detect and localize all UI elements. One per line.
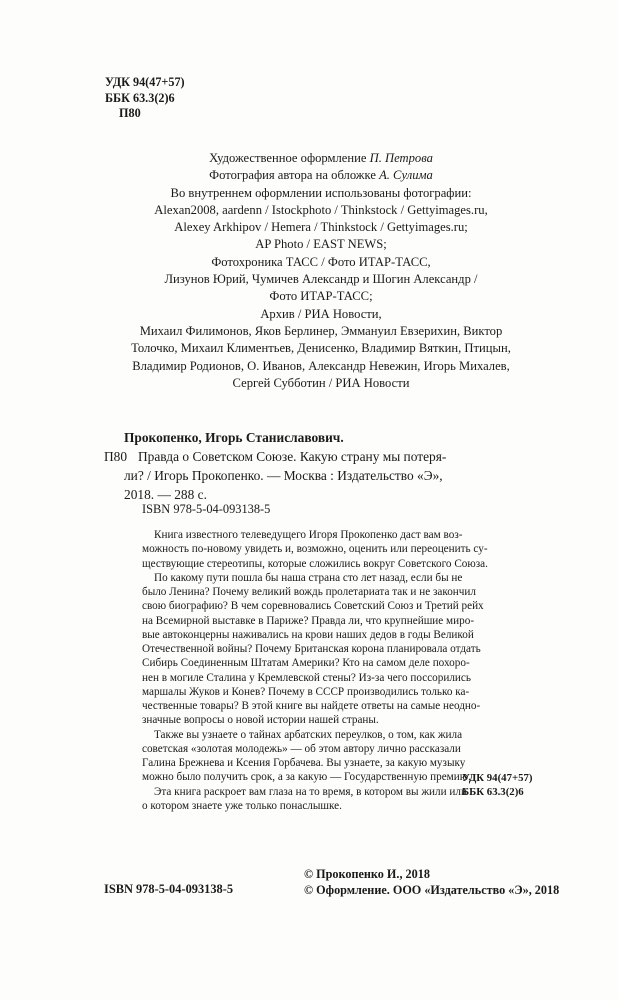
annotation-line: чественные товары? В этой книге вы найдете ответы на самые неодно- [142,700,481,712]
credit-line: AP Photo / EAST NEWS; [255,237,387,252]
annotation-line: на Всемирной выставке в Париже? Правда ли, что крупнейшие миро- [142,614,475,627]
footer-udk: УДК 94(47+57) [462,772,533,784]
bibliography-author: Прокопенко, Игорь Станиславович. [124,430,344,445]
annotation-line: Галина Брежнева и Ксения Горбачева. Вы узнаете, за какую музыку [142,757,466,769]
udk-bbk-footer [462,772,533,799]
bibliography-isbn: ISBN 978-5-04-093138-5 [142,502,271,516]
annotation-line: По какому пути пошла бы наша страна сто лет назад, если бы не [154,571,463,584]
credit-line: Фотохроника ТАСС / Фото ИТАР-ТАСС, [211,254,431,269]
annotation-line: Эта книга раскроет вам глаза на то время, в котором вы жили или [154,785,467,798]
annotation-line: Книга известного телеведущего Игоря Прокопенко даст вам воз- [154,529,463,541]
credits-block [100,150,542,392]
art-credit [100,150,542,167]
credit-line: Alexey Arkhipov / Hemera / Thinkstock / Gettyimages.ru; [174,220,468,235]
bibliography-title-line: Правда о Советском Союзе. Какую страну мы потеря- [138,449,447,464]
credit-line: Во внутреннем оформлении использованы фотографии: [170,185,472,200]
credit-line: Архив / РИА Новости, [260,306,382,321]
bibliography-title-line: ли? / Игорь Прокопенко. — Москва : Издательство «Э», [124,468,443,483]
bbk-code: ББК 63.3(2)6 [105,90,175,105]
annotation-line: нен в могиле Сталина у Кремлевской стены? Из-за чего поссорились [142,671,471,684]
credit-line: Лизунов Юрий, Чумичев Александр и Шогин Александр / [164,272,478,287]
annotation-line: можность по-новому увидеть и, возможно, оценить или переоценить су- [142,543,488,556]
annotation-line: советская «золотая молодежь» — об этом автору лично рассказали [142,742,461,755]
art-credit-name: П. Петрова [369,151,433,165]
photo-credit [100,167,542,184]
annotation-line: ществующие стереотипы, которые сложились вокруг Советского Союза. [142,557,488,570]
copyright-block [304,866,559,898]
annotation-line: Также вы узнаете о тайнах арбатских переулков, о том, как жила [154,728,463,741]
footer-bbk: ББК 63.3(2)6 [462,785,524,798]
bibliography-code: П80 [104,449,128,464]
annotation-line: вые автоконцерны наживались на крови наших дедов в годы Великой [142,628,474,641]
credit-line: Владимир Родионов, О. Иванов, Александр Невежин, Игорь Михалев, [132,358,510,373]
udk-bbk-header [105,75,185,122]
photo-credit-name: А. Сулима [379,168,433,183]
credit-line: Фото ИТАР-ТАСС; [269,289,373,304]
credit-line: Сергей Субботин / РИА Новости [232,375,410,390]
annotation-text [142,528,551,813]
annotation-line: маршалы Жуков и Конев? Почему в СССР производились только ка- [142,685,470,698]
photo-credit-label: Фотография автора на обложке [209,168,376,183]
credit-line: Alexan2008, aardenn / Istockphoto / Thinkstock / Gettyimages.ru, [154,202,488,217]
annotation-line: Отечественной войны? Почему Британская корона планировала отдать [142,643,481,655]
credit-line: Толочко, Михаил Климентьев, Денисенко, Владимир Вяткин, Птицын, [131,341,511,356]
udk-code: УДК 94(47+57) [105,75,185,89]
credit-line: Михаил Филимонов, Яков Берлинер, Эммануил Евзерихин, Виктор [139,323,503,338]
annotation-line: можно было получить срок, а за какую — Государственную премию. [142,771,471,784]
bibliography-record [124,428,574,504]
bibliography-title-line: 2018. — 288 с. [124,487,207,502]
art-credit-label: Художественное оформление [209,151,367,165]
copyright-author: © Прокопенко И., 2018 [304,867,430,881]
annotation-line: Сибирь Соединенным Штатам Америки? Кто на самом деле похоро- [142,657,470,670]
annotation-line: о котором знаете уже только понаслышке. [142,799,342,812]
annotation-line: было Ленина? Почему великий вождь пролетариата так и не закончил [142,586,476,598]
footer-isbn: ISBN 978-5-04-093138-5 [104,882,234,896]
copyright-design: © Оформление. ООО «Издательство «Э», 2018 [304,883,560,897]
annotation-line: свою биографию? В чем соревновались Советский Союз и Третий рейх [142,600,484,613]
author-mark: П80 [119,106,141,120]
annotation-line: значные вопросы о новой истории нашей страны. [142,714,379,727]
